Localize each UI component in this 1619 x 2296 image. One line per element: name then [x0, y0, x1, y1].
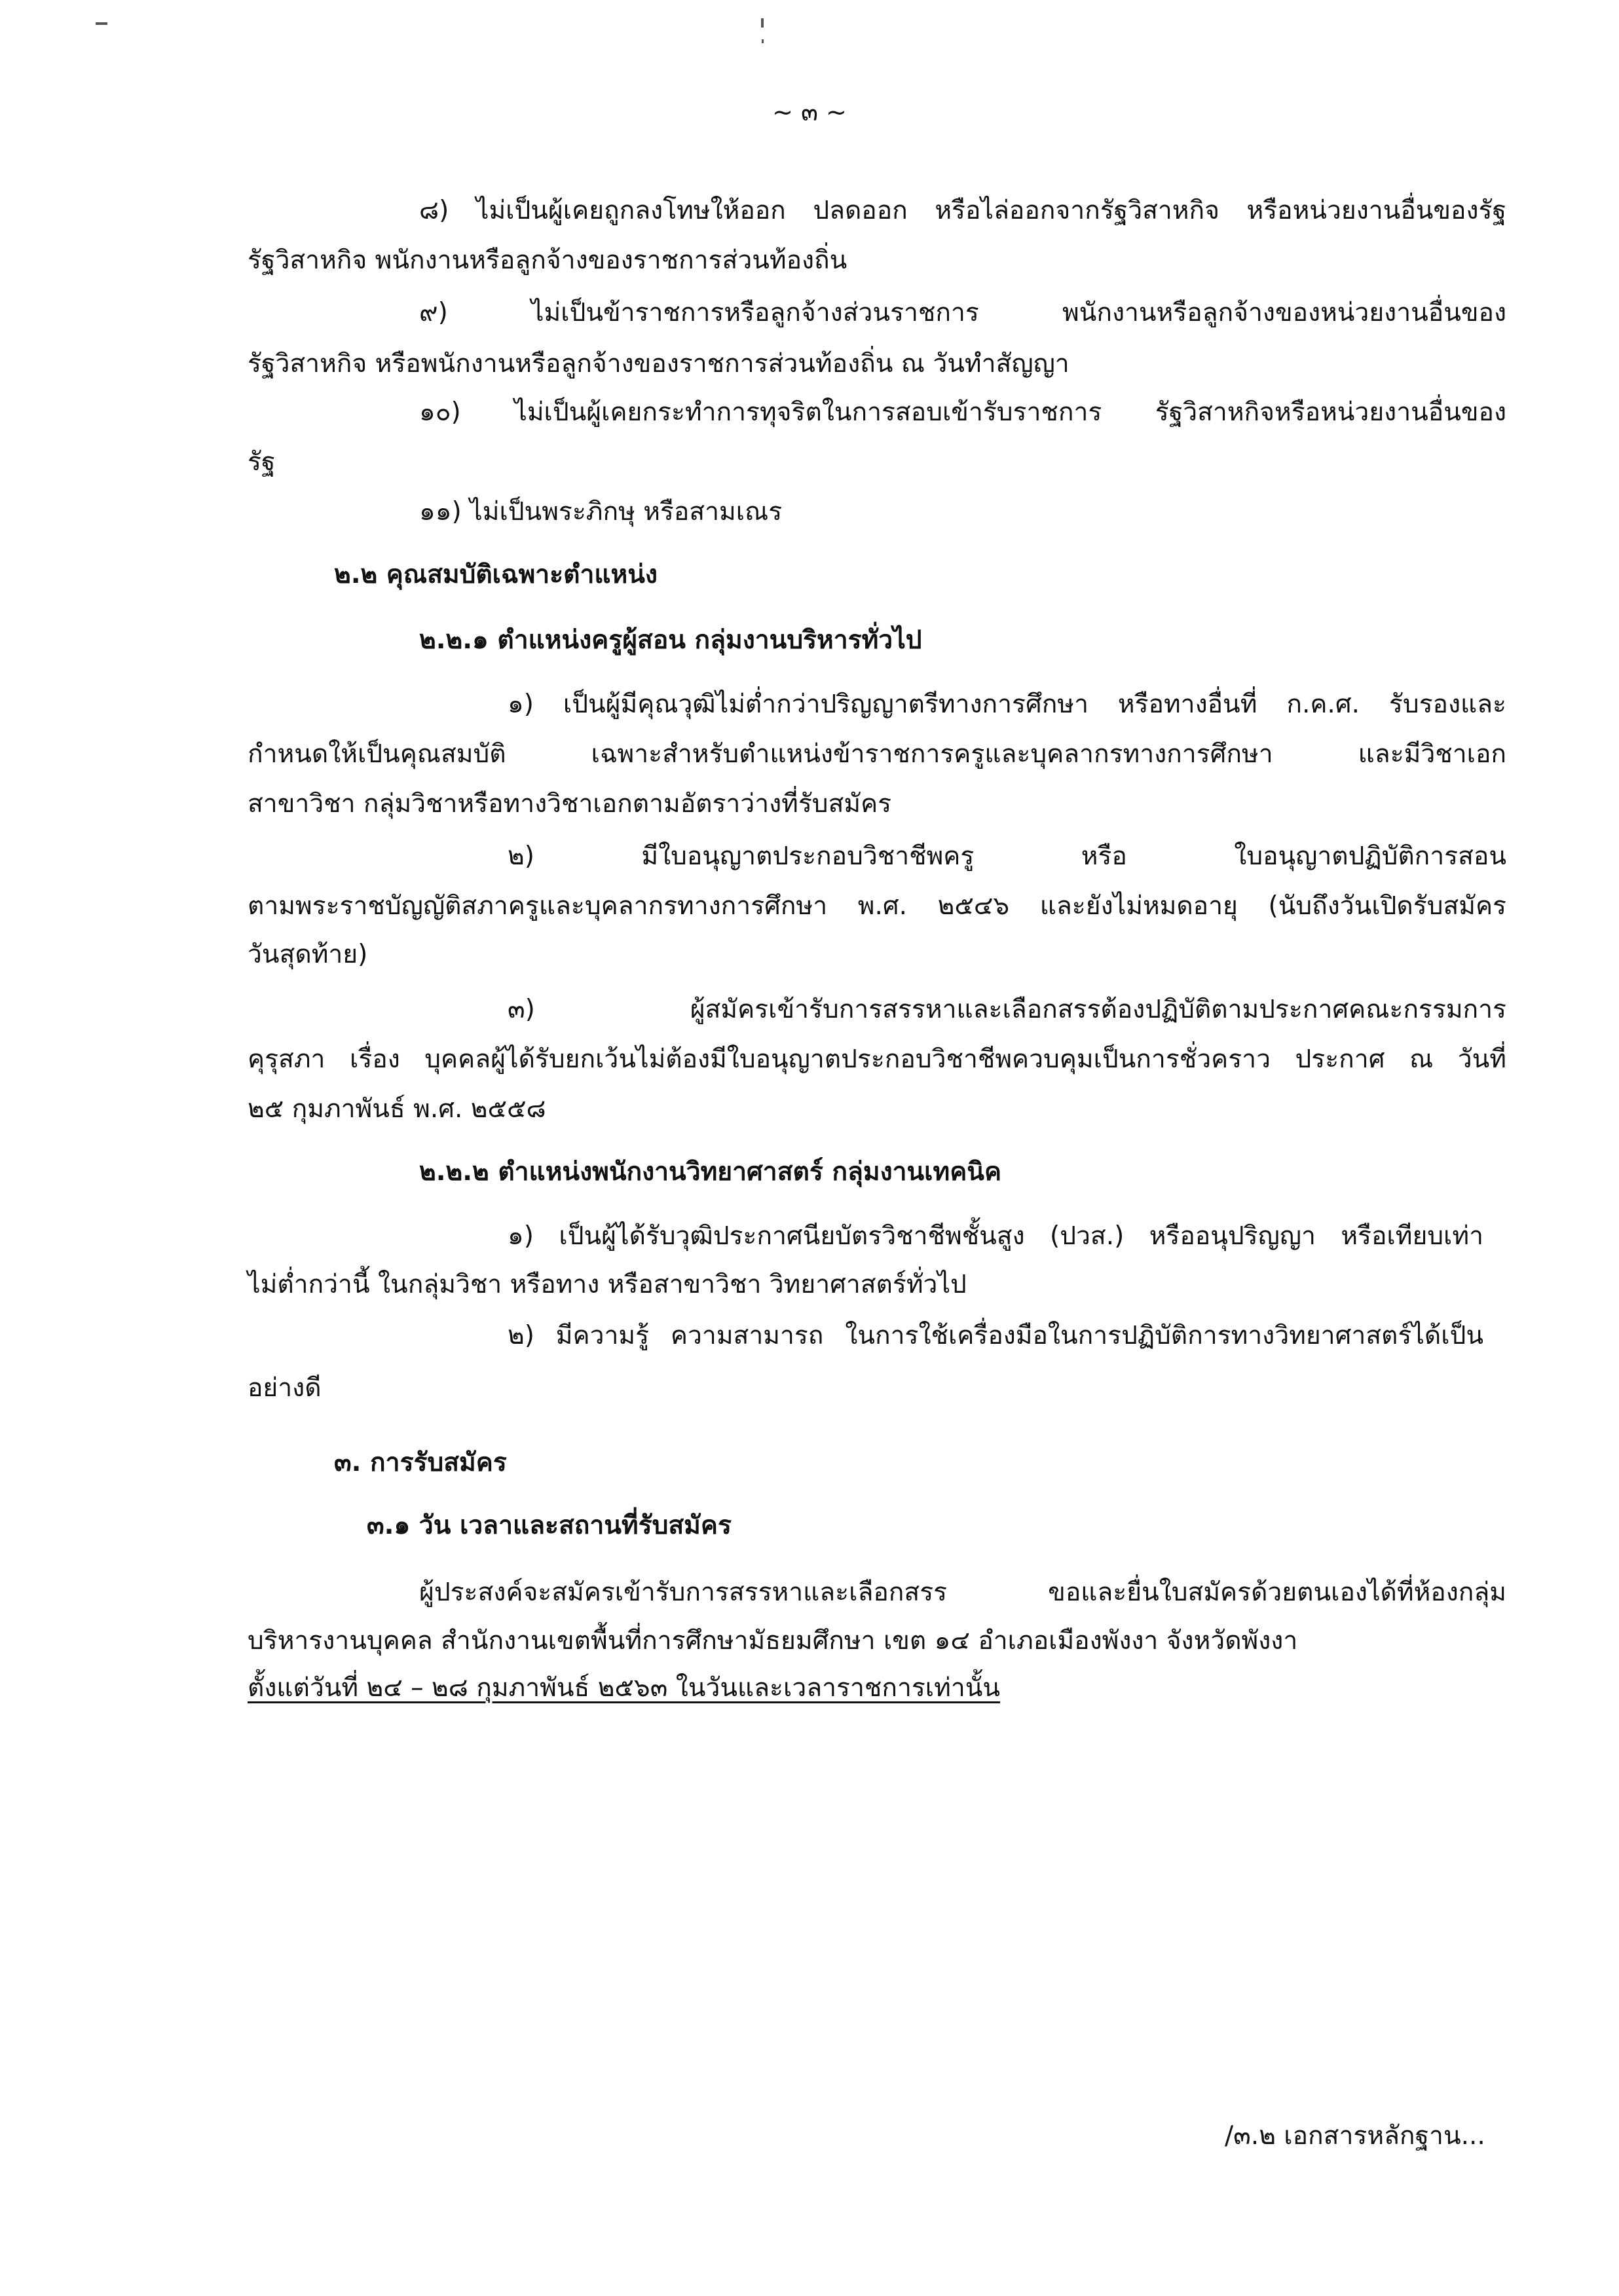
qual-11: ๑๑) ไม่เป็นพระภิกษุ หรือสามเณร: [419, 497, 783, 527]
scan-mark-top: [761, 18, 764, 28]
s31-body-line-1: ผู้ประสงค์จะสมัครเข้ารับการสรรหาและเลือกสรร ขอและยื่นใบสมัครด้วยตนเองได้ที่ห้องกลุ่ม: [419, 1578, 1506, 1607]
section-3-heading: ๓. การรับสมัคร: [334, 1448, 507, 1477]
s222-item-2-line-1: ๒) มีความรู้ ความสามารถ ในการใช้เครื่องมือในการปฏิบัติการทางวิทยาศาสตร์ได้เป็น: [508, 1321, 1483, 1350]
s221-item-1-line-2: กำหนดให้เป็นคุณสมบัติ เฉพาะสำหรับตำแหน่งข้าราชการครูและบุคลากรทางการศึกษา และมีวิชาเอก: [248, 739, 1506, 769]
qual-9-line-1: ๙) ไม่เป็นข้าราชการหรือลูกจ้างส่วนราชการ พนักงานหรือลูกจ้างของหน่วยงานอื่นของ: [419, 298, 1506, 327]
scan-mark-left: [96, 22, 107, 25]
s31-body-line-2: บริหารงานบุคคล สำนักงานเขตพื้นที่การศึกษามัธยมศึกษา เขต ๑๔ อำเภอเมืองพังงา จังหวัดพังงา: [248, 1626, 1298, 1656]
s221-item-1-line-3: สาขาวิชา กลุ่มวิชาหรือทางวิชาเอกตามอัตราว่างที่รับสมัคร: [248, 789, 892, 819]
qual-9-line-2: รัฐวิสาหกิจ หรือพนักงานหรือลูกจ้างของราชการส่วนท้องถิ่น ณ วันทำสัญญา: [248, 349, 1070, 379]
qual-8-line-1: ๘) ไม่เป็นผู้เคยถูกลงโทษให้ออก ปลดออก หรือไล่ออกจากรัฐวิสาหกิจ หรือหน่วยงานอื่นของรัฐ: [419, 196, 1506, 225]
s222-item-1-line-1: ๑) เป็นผู้ได้รับวุฒิประกาศนียบัตรวิชาชีพชั้นสูง (ปวส.) หรืออนุปริญญา หรือเทียบเท่า: [508, 1221, 1483, 1251]
s221-item-3-line-2: คุรุสภา เรื่อง บุคคลผู้ได้รับยกเว้นไม่ต้องมีใบอนุญาตประกอบวิชาชีพควบคุมเป็นการชั่วคราว ประกาศ ณ วันที่: [248, 1045, 1506, 1074]
qual-10-line-1: ๑๐) ไม่เป็นผู้เคยกระทำการทุจริตในการสอบเข้ารับราชการ รัฐวิสาหกิจหรือหน่วยงานอื่นของ: [419, 398, 1506, 427]
scan-mark-top-dot: [762, 39, 764, 43]
section-3-1-heading: ๓.๑ วัน เวลาและสถานที่รับสมัคร: [367, 1511, 732, 1540]
s31-body-line-3: ตั้งแต่วันที่ ๒๔ – ๒๘ กุมภาพันธ์ ๒๕๖๓ ในวันและเวลาราชการเท่านั้น: [248, 1673, 1001, 1703]
section-2-2-1-heading: ๒.๒.๑ ตำแหน่งครูผู้สอน กลุ่มงานบริหารทั่วไป: [419, 625, 922, 655]
s222-item-1-line-2: ไม่ต่ำกว่านี้ ในกลุ่มวิชา หรือทาง หรือสาขาวิชา วิทยาศาสตร์ทั่วไป: [248, 1270, 967, 1299]
qual-10-line-2: รัฐ: [248, 447, 276, 477]
s221-item-2-line-1: ๒) มีใบอนุญาตประกอบวิชาชีพครู หรือ ใบอนุญาตปฏิบัติการสอน: [508, 842, 1506, 871]
s221-item-3-line-1: ๓) ผู้สมัครเข้ารับการสรรหาและเลือกสรรต้องปฏิบัติตามประกาศคณะกรรมการ: [508, 995, 1506, 1024]
s221-item-2-line-2: ตามพระราชบัญญัติสภาครูและบุคลากรทางการศึกษา พ.ศ. ๒๕๔๖ และยังไม่หมดอายุ (นับถึงวันเปิดรับสมัคร: [248, 891, 1506, 921]
s222-item-2-line-2: อย่างดี: [248, 1373, 322, 1403]
qual-8-line-2: รัฐวิสาหกิจ พนักงานหรือลูกจ้างของราชการส่วนท้องถิ่น: [248, 246, 847, 275]
section-2-2-heading: ๒.๒ คุณสมบัติเฉพาะตำแหน่ง: [334, 560, 658, 589]
section-2-2-2-heading: ๒.๒.๒ ตำแหน่งพนักงานวิทยาศาสตร์ กลุ่มงานเทคนิค: [419, 1157, 1002, 1187]
page-number: ~ ๓ ~: [772, 98, 847, 126]
s221-item-2-line-3: วันสุดท้าย): [248, 940, 368, 969]
s221-item-3-line-3: ๒๕ กุมภาพันธ์ พ.ศ. ๒๕๕๘: [248, 1094, 546, 1124]
continuation-note: /๓.๒ เอกสารหลักฐาน...: [1225, 2121, 1485, 2151]
s221-item-1-line-1: ๑) เป็นผู้มีคุณวุฒิไม่ต่ำกว่าปริญญาตรีทางการศึกษา หรือทางอื่นที่ ก.ค.ศ. รับรองและ: [508, 690, 1506, 719]
